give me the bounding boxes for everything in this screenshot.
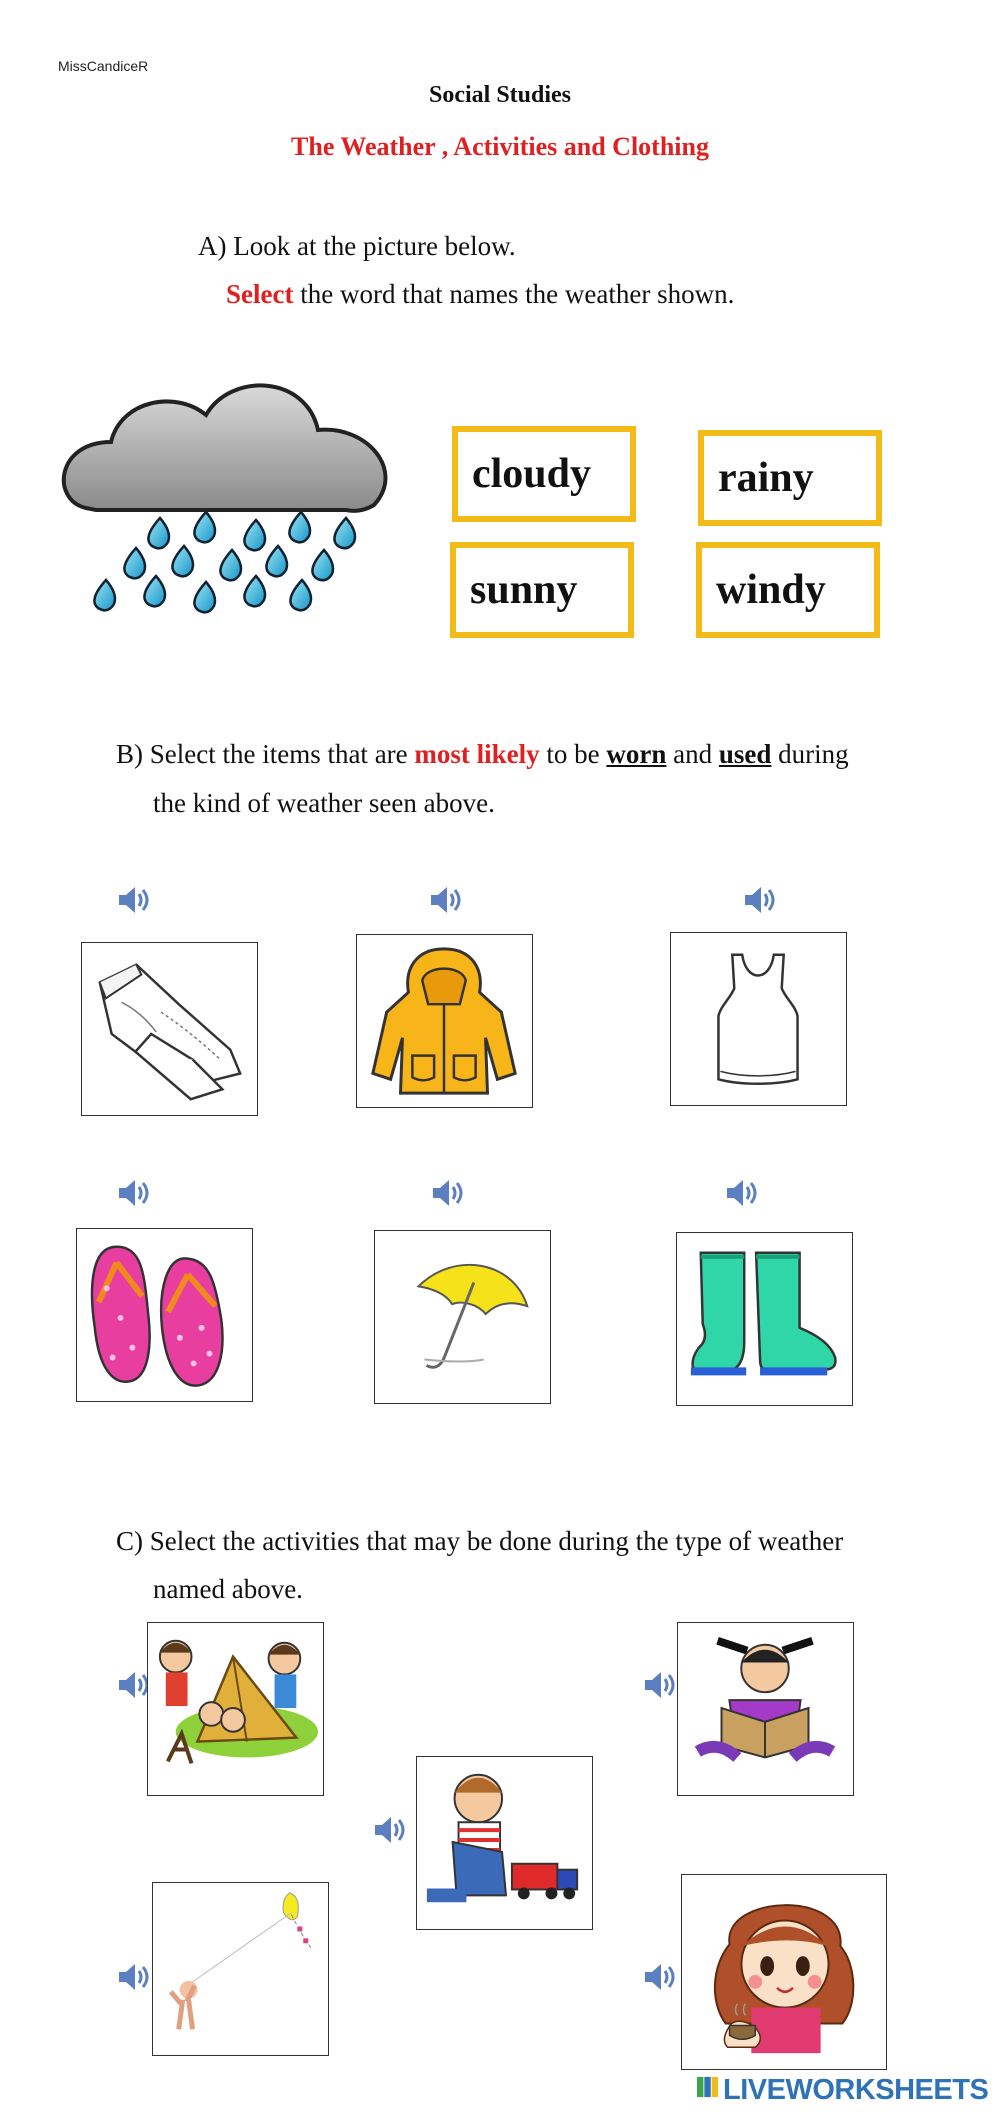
liveworksheets-logo-icon — [697, 2074, 719, 2107]
section-c-line1 — [116, 1524, 843, 1558]
author-name: MissCandiceR — [58, 58, 149, 74]
option-rainy[interactable]: rainy — [698, 430, 882, 526]
speaker-icon[interactable] — [116, 885, 152, 915]
speaker-icon[interactable] — [116, 1962, 152, 1992]
item-rain-boots[interactable] — [676, 1232, 853, 1406]
section-b-text-1: Select the items that are — [143, 739, 415, 769]
section-b-text-4: during — [771, 739, 849, 769]
rain-cloud-image — [56, 370, 406, 630]
section-a-line2 — [226, 277, 734, 311]
section-b-text-3: and — [666, 739, 719, 769]
liveworksheets-logo-text: LIVEWORKSHEETS — [723, 2074, 989, 2106]
worn-text: worn — [606, 739, 667, 769]
activity-camping[interactable] — [147, 1622, 324, 1796]
item-flip-flops[interactable] — [76, 1228, 253, 1402]
speaker-icon[interactable] — [428, 885, 464, 915]
most-likely-text: most likely — [414, 739, 540, 769]
section-c-instruction: Select the activities that may be done during the type of weather — [143, 1526, 844, 1556]
section-b-line1 — [116, 737, 849, 771]
section-a-instruction-rest: the word that names the weather shown. — [293, 279, 735, 309]
section-c-line2: named above. — [153, 1574, 303, 1604]
used-text: used — [718, 739, 772, 769]
option-windy[interactable]: windy — [696, 542, 880, 638]
item-raincoat[interactable] — [356, 934, 533, 1108]
speaker-icon[interactable] — [116, 1178, 152, 1208]
option-cloudy[interactable]: cloudy — [452, 426, 636, 522]
section-a-label: A) — [198, 231, 227, 261]
section-b-label: B) — [116, 739, 143, 769]
item-tank-top[interactable] — [670, 932, 847, 1106]
item-pants[interactable] — [81, 942, 258, 1116]
speaker-icon[interactable] — [724, 1178, 760, 1208]
activity-kite[interactable] — [152, 1882, 329, 2056]
activity-toy-truck[interactable] — [416, 1756, 593, 1930]
section-c-label: C) — [116, 1526, 143, 1556]
page-subtitle: The Weather , Activities and Clothing — [291, 132, 709, 161]
section-b-text-2: to be — [539, 739, 607, 769]
section-b-line2: the kind of weather seen above. — [153, 788, 495, 818]
activity-reading[interactable] — [677, 1622, 854, 1796]
speaker-icon[interactable] — [430, 1178, 466, 1208]
page-title: Social Studies — [428, 82, 572, 108]
activity-drinking-tea[interactable] — [681, 1874, 887, 2070]
speaker-icon[interactable] — [742, 885, 778, 915]
select-word: Select — [226, 279, 294, 309]
section-a-instruction: Look at the picture below. — [233, 231, 516, 261]
speaker-icon[interactable] — [642, 1962, 678, 1992]
liveworksheets-logo — [697, 2074, 988, 2107]
option-sunny[interactable]: sunny — [450, 542, 634, 638]
section-a-line1 — [198, 229, 516, 263]
item-umbrella[interactable] — [374, 1230, 551, 1404]
speaker-icon[interactable] — [372, 1815, 408, 1845]
speaker-icon[interactable] — [642, 1670, 678, 1700]
